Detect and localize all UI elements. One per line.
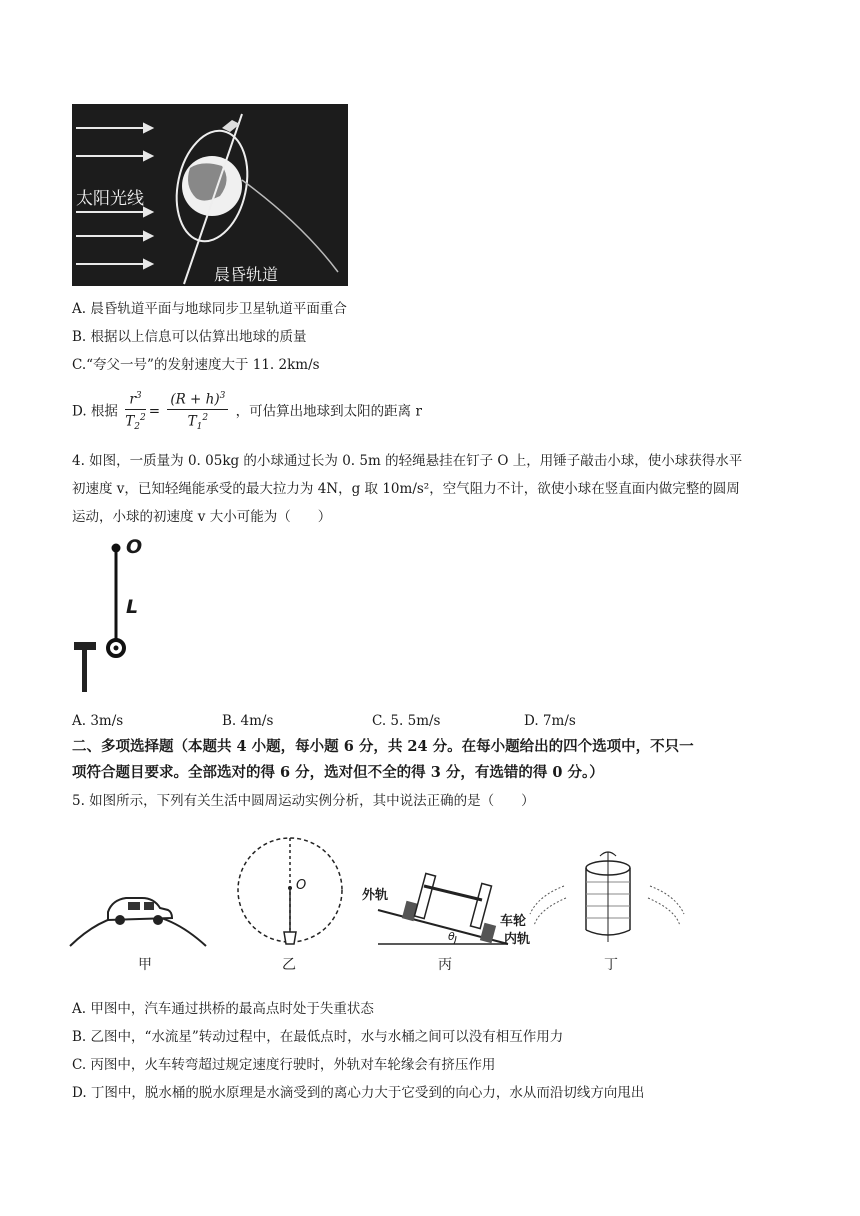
q5-option-d: D. 丁图中，脱水桶的脱水原理是水滴受到的离心力大于它受到的向心力，水从而沿切线方向甩出 — [72, 1085, 645, 1101]
length-l-label: L — [126, 596, 139, 618]
q4-stem-line2: 初速度 v，已知轻绳能承受的最大拉力为 4N，g 取 10m/s²，空气阻力不计，欲使小球在竖直面内做完整的圆周 — [72, 481, 740, 497]
fig-label-jia: 甲 — [138, 957, 152, 973]
fig-label-o: O — [296, 878, 307, 893]
fig-label-inner-rail: 内轨 — [504, 932, 531, 947]
fig-label-wheel: 车轮 — [500, 914, 527, 929]
q3-option-b: B. 根据以上信息可以估算出地球的质量 — [72, 329, 307, 345]
q4-option-a: A. 3m/s — [72, 713, 124, 729]
q3-option-d-prefix: D. 根据 — [72, 403, 118, 420]
formula-right-fraction: $\frac{(R + h)^3}{T_1^2}$ — [167, 388, 228, 436]
q3-option-d-suffix: ，可估算出地球到太阳的距离 r — [235, 403, 422, 420]
q4-stem-line1: 4. 如图，一质量为 0. 05kg 的小球通过长为 0. 5m 的轻绳悬挂在钉子 O 上，用锤子敲击小球，使小球获得水平 — [72, 453, 743, 469]
q4-option-d: D. 7m/s — [524, 713, 576, 729]
q5-drawings — [68, 826, 688, 986]
q3-option-a: A. 晨昏轨道平面与地球同步卫星轨道平面重合 — [72, 301, 347, 317]
q5-option-a: A. 甲图中，汽车通过拱桥的最高点时处于失重状态 — [72, 1001, 374, 1017]
q5-option-c: C. 丙图中，火车转弯超过规定速度行驶时，外轨对车轮缘会有挤压作用 — [72, 1057, 496, 1073]
q5-figures — [68, 826, 688, 986]
fig-label-outer-rail: 外轨 — [362, 888, 389, 903]
q4-option-c: C. 5. 5m/s — [372, 713, 441, 729]
q4-stem-line3: 运动，小球的初速度 v 大小可能为（ ） — [72, 509, 332, 525]
orbit-label: 晨昏轨道 — [214, 265, 279, 284]
q5-stem: 5. 如图所示，下列有关生活中圆周运动实例分析，其中说法正确的是（ ） — [72, 793, 535, 809]
point-o-label: O — [126, 536, 143, 558]
sunlight-label: 太阳光线 — [76, 189, 144, 209]
q5-option-b: B. 乙图中，“水流星”转动过程中，在最低点时，水与水桶之间可以没有相互作用力 — [72, 1029, 564, 1045]
fig-label-yi: 乙 — [282, 957, 296, 973]
q3-option-d: D. 根据 $\frac{r^3}{T_2^2}$ = $\frac{(R + h)^3}{T_1^2}$ ，可估算出地球到太阳的距离 r — [72, 388, 422, 436]
section2-heading-line2: 项符合题目要求。全部选对的得 6 分，选对但不全的得 3 分，有选错的得 0 分。） — [72, 764, 604, 781]
formula-left-fraction: $\frac{r^3}{T_2^2}$ — [125, 388, 145, 436]
fig-label-ding: 丁 — [604, 957, 618, 973]
section2-heading-line1: 二、多项选择题（本题共 4 小题，每小题 6 分，共 24 分。在每小题给出的四个选项中，不只一 — [72, 738, 694, 755]
fig-label-bing: 丙 — [438, 957, 452, 973]
q3-option-c: C.“夸父一号”的发射速度大于 11. 2km/s — [72, 357, 320, 373]
fig-label-theta: θ — [448, 930, 455, 943]
pendulum-figure — [72, 536, 182, 696]
sun-orbit-figure — [72, 104, 348, 286]
q4-option-b: B. 4m/s — [222, 713, 274, 729]
